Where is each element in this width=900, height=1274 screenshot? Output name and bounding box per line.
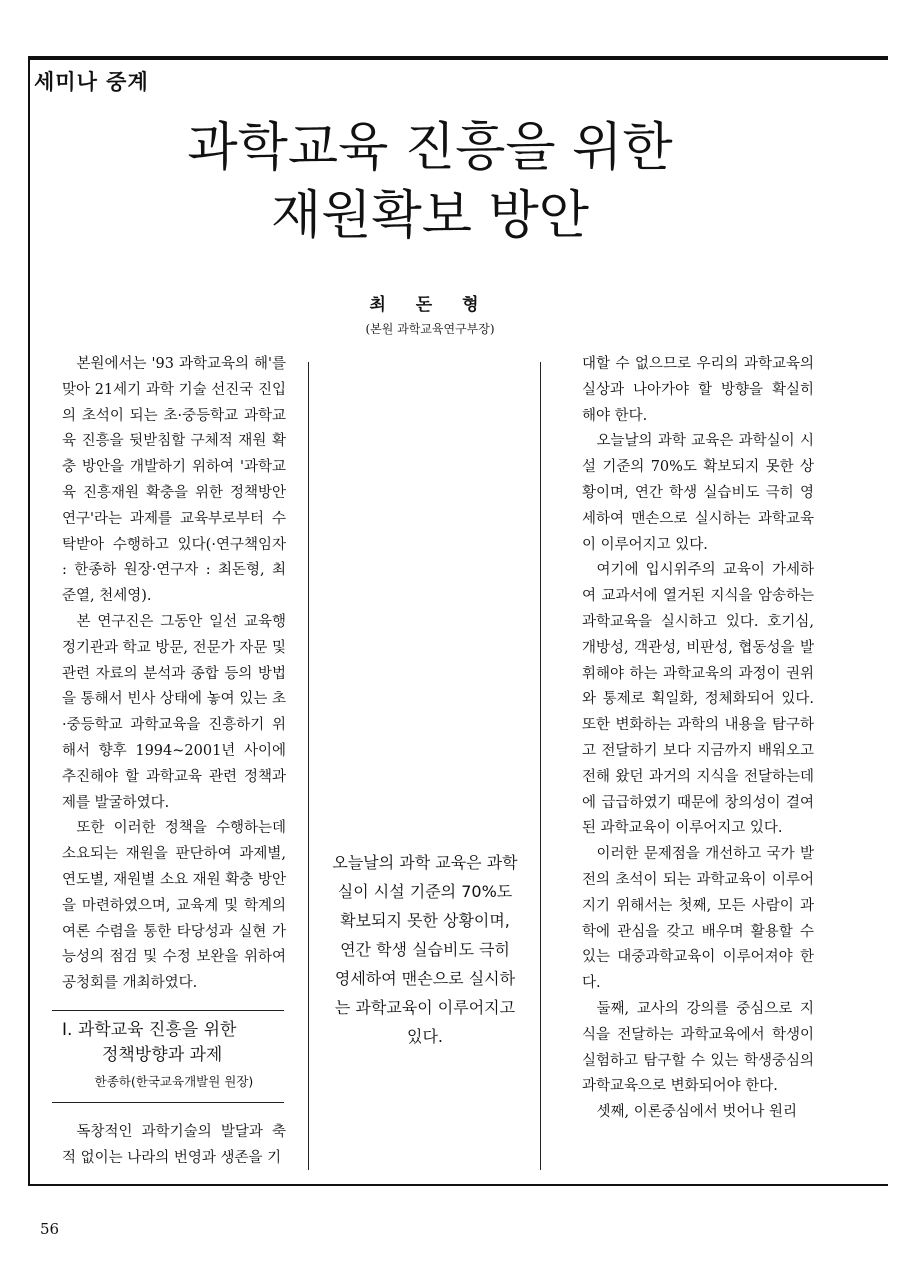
top-rule xyxy=(28,56,888,60)
body-paragraph: 또한 이러한 정책을 수행하는데 소요되는 재원을 판단하여 과제별, 연도별, 재원별 소요 재원 확충 방안을 마련하였으며, 교육계 및 학계의 여론 수렴을 통한 타당성과 실현 가능성의 점검 및 수정 보완을 위하여 공청회를 개최하였다. xyxy=(62,820,286,992)
author-name: 최 돈 형 xyxy=(369,295,491,315)
article-title-line1: 과학교육 진흥을 위한 xyxy=(187,118,673,178)
section-rule-bottom xyxy=(52,1102,284,1103)
section-rule-top xyxy=(52,1010,284,1011)
section-heading xyxy=(62,1018,286,1068)
column-3 xyxy=(582,352,814,1126)
body-paragraph: 셋째, 이론중심에서 벗어나 원리 xyxy=(596,1104,798,1121)
body-paragraph: 본 연구진은 그동안 일선 교육행정기관과 학교 방문, 전문가 자문 및 관련 자료의 분석과 종합 등의 방법을 통해서 빈사 상태에 놓여 있는 초·중등학교 과학교육을 진흥하기 위해서 향후 1994~2001년 사이에 추진해야 할 과학교육 관련 정책과제를 발굴하였다. xyxy=(62,613,286,811)
column-divider-left xyxy=(308,362,309,1170)
column-1 xyxy=(62,352,286,997)
body-paragraph: 본원에서는 '93 과학교육의 해'를 맞아 21세기 과학 기술 선진국 진입의 초석이 되는 초·중등학교 과학교육 진흥을 뒷받침할 구체적 재원 확충 방안을 개발하기 위하여 '과학교육 진흥재원 확충을 위한 정책방안 연구'라는 과제를 교육부로부터 수탁받아 수행하고 있다(·연구책임자 : 한종하 원장·연구자 : 최돈형, 최준열, 천세영). xyxy=(62,356,286,605)
author-affiliation: (본원 과학교육연구부장) xyxy=(365,322,495,336)
section-label: 세미나 중계 xyxy=(34,70,149,94)
body-paragraph: 대할 수 없으므로 우리의 과학교육의 실상과 나아가야 할 방향을 확실히 해야 한다. xyxy=(582,356,814,424)
frame-bottom-rule xyxy=(28,1184,888,1186)
body-paragraph: 독창적인 과학기술의 발달과 축적 없이는 나라의 번영과 생존을 기 xyxy=(62,1124,286,1166)
section-number: Ⅰ. xyxy=(62,1020,73,1040)
body-paragraph: 여기에 입시위주의 교육이 가세하여 교과서에 열거된 지식을 암송하는 과학교육을 실시하고 있다. 호기심, 개방성, 객관성, 비판성, 협동성을 발휘해야 하는 과학교육의 과정이 권위와 통제로 획일화, 정체화되어 있다. 또한 변화하는 과학의 내용을 탐구하고 전달하기 보다 지금까지 배워오고 전해 왔던 과거의 지식을 전달하는데에 급급하였기 때문에 창의성이 결여된 과학교육이 이루어지고 있다. xyxy=(582,562,814,837)
article-title-line2: 재원확보 방안 xyxy=(271,186,589,246)
body-paragraph: 이러한 문제점을 개선하고 국가 발전의 초석이 되는 과학교육이 이루어지기 위해서는 첫째, 모든 사람이 과학에 관심을 갖고 배우며 활용할 수 있는 대중과학교육이 이루어져야 한다. xyxy=(582,846,814,992)
body-paragraph: 오늘날의 과학 교육은 과학실이 시설 기준의 70%도 확보되지 못한 상황이며, 연간 학생 실습비도 극히 영세하여 맨손으로 실시하는 과학교육이 이루어지고 있다. xyxy=(582,433,814,553)
section-title-line1: 과학교육 진흥을 위한 xyxy=(77,1020,237,1040)
body-paragraph: 둘째, 교사의 강의를 중심으로 지식을 전달하는 과학교육에서 학생이 실험하고 탐구할 수 있는 학생중심의 과학교육으로 변화되어야 한다. xyxy=(582,1000,814,1095)
section-title-line2: 정책방향과 과제 xyxy=(102,1045,223,1065)
column-1-continued xyxy=(62,1120,286,1172)
pull-quote: 오늘날의 과학 교육은 과학실이 시설 기준의 70%도 확보되지 못한 상황이며, 연간 학생 실습비도 극히 영세하여 맨손으로 실시하는 과학교육이 이루어지고 있다. xyxy=(332,853,518,1046)
column-divider-right xyxy=(540,362,541,1170)
section-author: 한종하(한국교육개발원 원장) xyxy=(94,1074,254,1089)
page-number: 56 xyxy=(40,1220,60,1238)
